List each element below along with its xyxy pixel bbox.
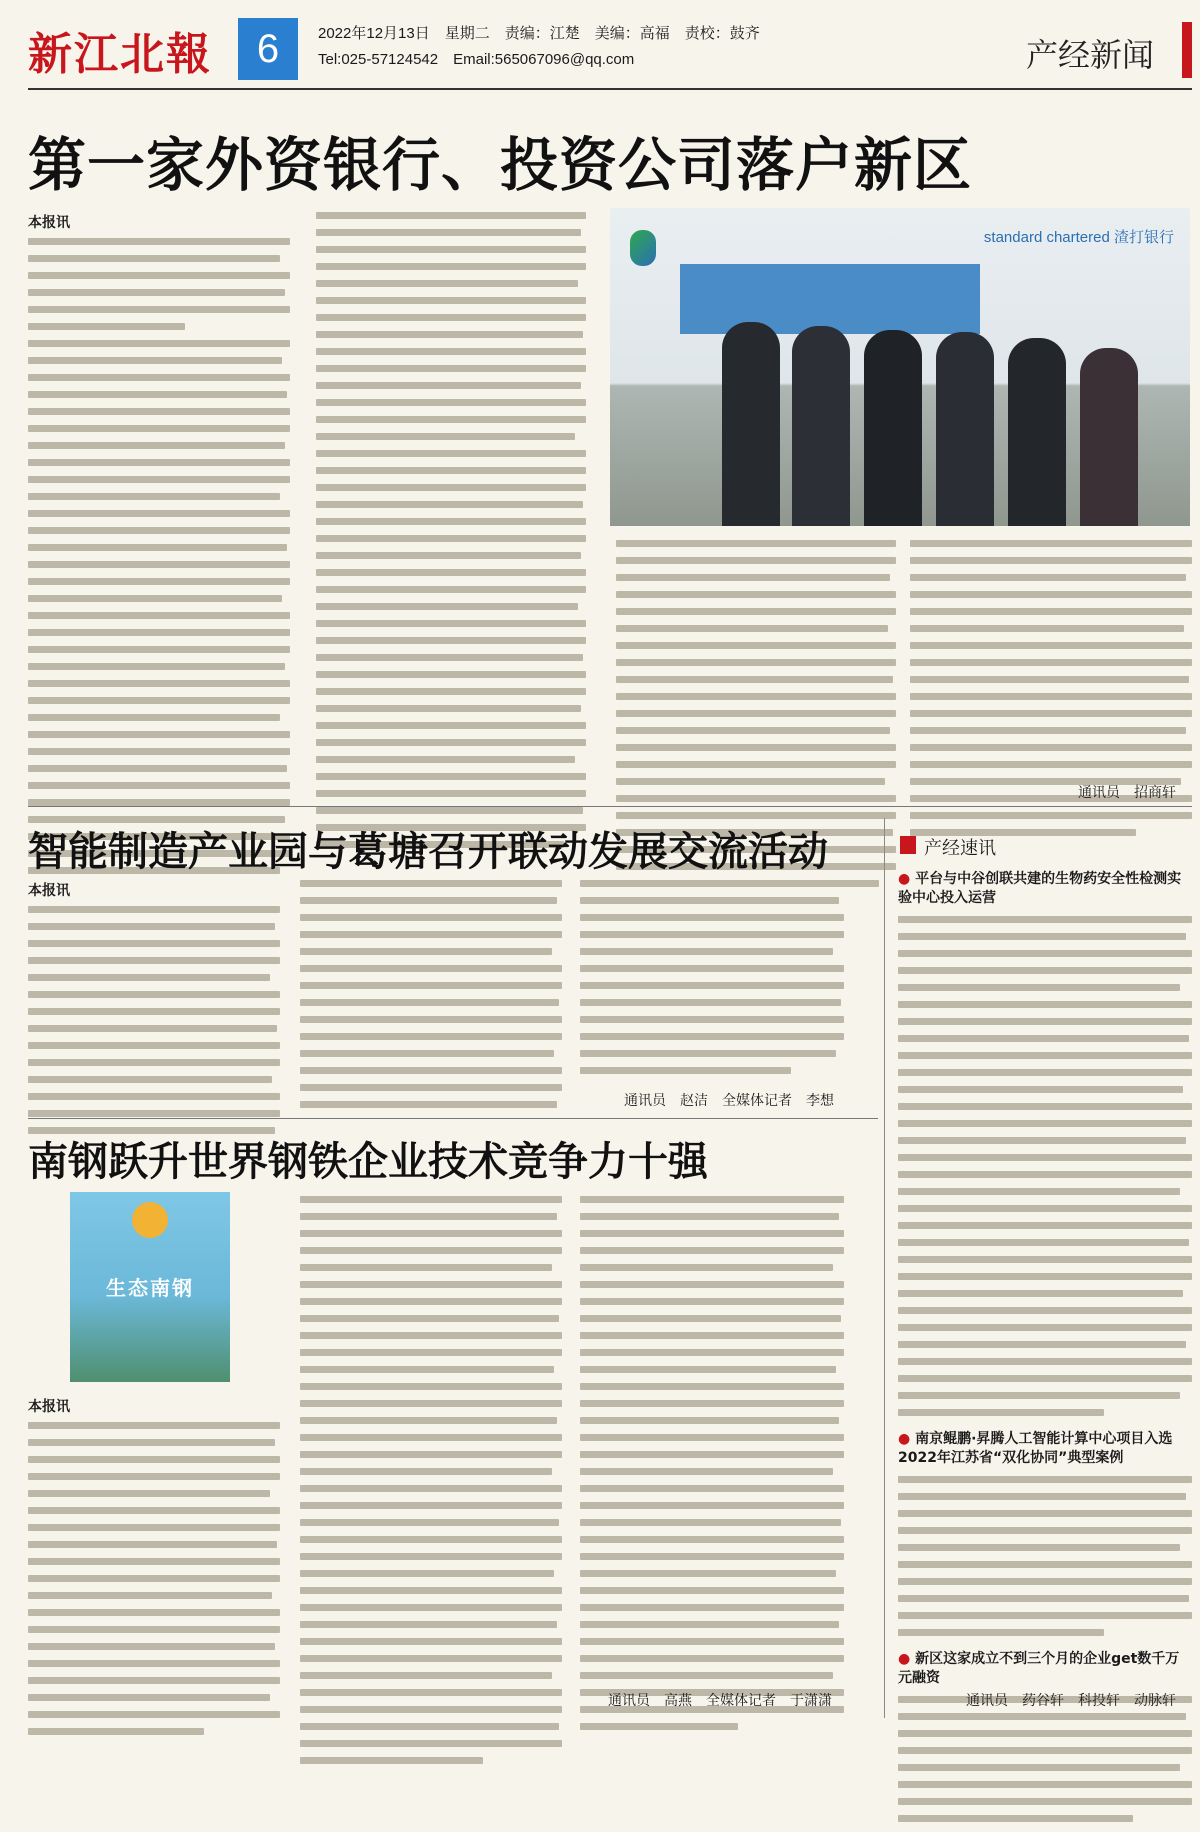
list-item: ● 新区这家成立不到三个月的企业get数千万元融资	[898, 1651, 1180, 1686]
article-lead: 本报讯	[28, 215, 70, 231]
standard-chartered-logo-icon	[630, 230, 656, 266]
section-divider	[28, 1118, 878, 1119]
newspaper-logo: 新江北報	[28, 29, 212, 80]
sidebar-title-marker	[900, 836, 916, 854]
contact-line: Tel:025-57124542 Email:565067096@qq.com	[318, 51, 635, 68]
article-body-column	[580, 1196, 844, 1740]
page-number-badge: 6	[238, 18, 298, 80]
article-lead: 本报讯	[28, 883, 70, 899]
list-item: ● 平台与中谷创联共建的生物药安全性检测实验中心投入运营	[898, 871, 1182, 906]
standard-chartered-photo	[610, 208, 1190, 526]
article-byline: 通讯员 招商轩	[1078, 785, 1176, 801]
photo-caption-text: standard chartered 渣打银行	[983, 229, 1174, 246]
list-item: ● 南京鲲鹏·昇腾人工智能计算中心项目入选2022年江苏省“双化协同”典型案例	[898, 1431, 1173, 1466]
news-brief-title: 平台与中谷创联共建的生物药安全性检测实验中心投入运营	[898, 871, 1182, 906]
news-brief-title: 新区这家成立不到三个月的企业get数千万元融资	[898, 1651, 1180, 1686]
article-body-column	[316, 212, 586, 858]
article-body-column	[28, 1396, 280, 1745]
nangang-logo-icon	[132, 1202, 168, 1238]
article-body-column	[580, 880, 844, 1084]
article-body-column	[300, 1196, 562, 1774]
sidebar-list	[898, 870, 1192, 1832]
photo-caption-text: 生态南钢	[106, 1276, 194, 1300]
article-headline: 智能制造产业园与葛塘召开联动发展交流活动	[28, 829, 828, 875]
article-body-column	[28, 212, 290, 884]
article-body-column	[28, 880, 280, 1144]
article-headline: 南钢跃升世界钢铁企业技术竞争力十强	[28, 1139, 708, 1185]
masthead-rule	[28, 88, 1192, 90]
article-headline: 第一家外资银行、投资公司落户新区	[28, 131, 973, 199]
news-brief-title: 南京鲲鹏·昇腾人工智能计算中心项目入选2022年江苏省“双化协同”典型案例	[898, 1431, 1173, 1466]
article-lead: 本报讯	[28, 1399, 70, 1415]
sidebar-divider	[884, 818, 885, 1718]
section-title: 产经新闻	[1026, 36, 1155, 74]
section-accent-bar	[1182, 22, 1192, 78]
section-divider	[28, 806, 1192, 807]
nangang-photo	[70, 1192, 230, 1382]
article-byline: 通讯员 药谷轩 科投轩 动脉轩	[966, 1693, 1176, 1709]
sidebar-title: 产经速讯	[924, 838, 996, 859]
article-byline: 通讯员 赵洁 全媒体记者 李想	[624, 1093, 834, 1109]
article-byline: 通讯员 高燕 全媒体记者 于潇潇	[608, 1693, 832, 1709]
article-body-column	[300, 880, 562, 1118]
date-editor-line: 2022年12月13日 星期二 责编：江楚 美编：高福 责校：鼓齐	[318, 25, 760, 42]
